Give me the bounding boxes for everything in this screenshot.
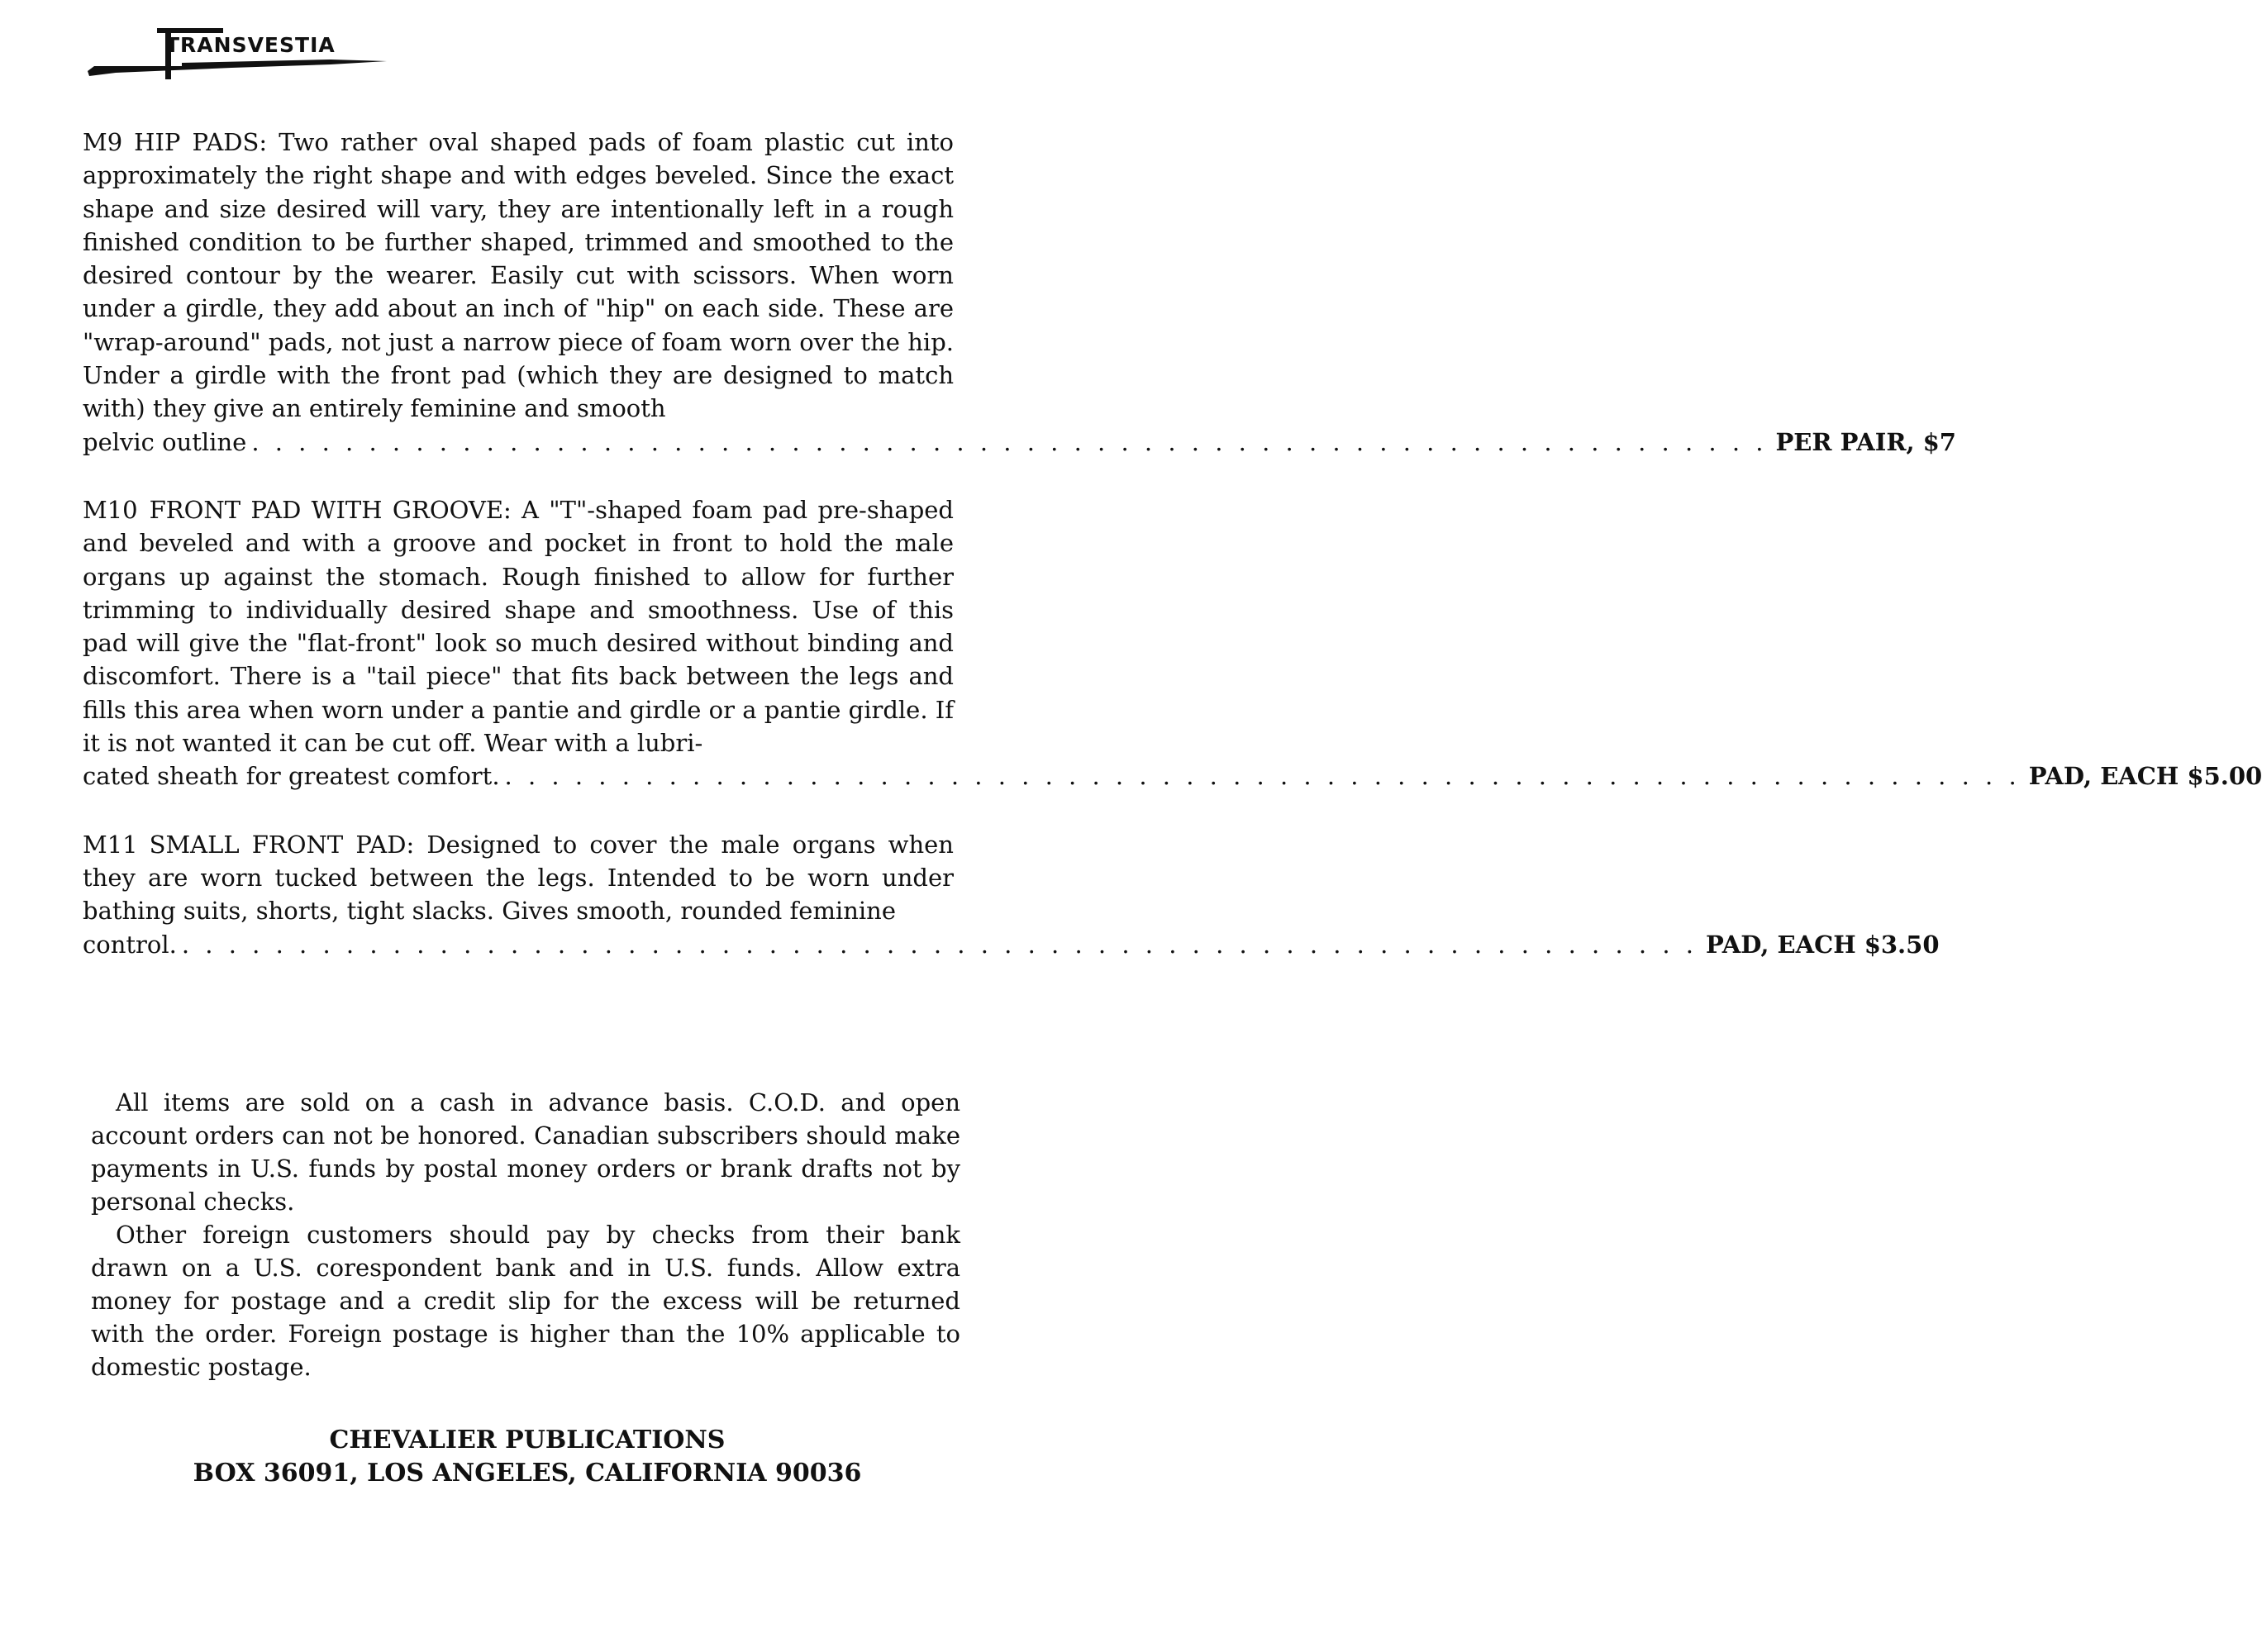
terms-paragraph: All items are sold on a cash in advance basis. C.O.D. and open account orders can not be honored. Canadian subscribers should make payments in U.S. funds by postal money orders or brank drafts not by personal checks. — [91, 1088, 960, 1216]
product-item-m10 — [83, 493, 2262, 793]
product-body: SMALL FRONT PAD: Designed to cover the male organs when they are worn tucked between the legs. Intended to be worn under bathing suits, shorts, tight slacks. Gives smooth, rounded feminine — [83, 830, 954, 926]
price-line — [83, 426, 1956, 459]
product-body: FRONT PAD WITH GROOVE: A "T"-shaped foam pad pre-shaped and beveled and with a groove and pocket in front to hold the male organs up against the stomach. Rough finished to allow for further trimming to individually desired shape and smoothness. Use of this pad will give the "flat-front" look so much desired without binding and discomfort. There is a "tail piece" that fits back between the legs and fills this area when worn under a pantie and girdle or a pantie girdle. If it is not wanted it can be cut off. Wear with a lubri- — [83, 495, 954, 758]
publisher-block — [0, 1424, 1055, 1490]
price-line — [83, 759, 2262, 793]
price-lead-text: control. — [83, 930, 177, 959]
product-list — [83, 126, 2262, 996]
product-code: M11 — [83, 830, 138, 859]
product-code: M9 — [83, 128, 123, 156]
product-item-m11 — [83, 828, 1940, 961]
product-description — [83, 493, 954, 759]
product-description — [83, 828, 954, 928]
terms-paragraph: Other foreign customers should pay by checks from their bank drawn on a U.S. corespondent bank and in U.S. funds. Allow extra money for postage and a credit slip for the excess will be returned with the order. Foreign postage is higher than the 10% applicable to domestic postage. — [91, 1221, 960, 1381]
price-lead-text: cated sheath for greatest comfort. — [83, 762, 500, 791]
leader-dots: . . . . . . . . . . . . . . . . . . . . . . . . . . . . . . . . . . . . . . . . . . . . . . . . . . . . . . . . . . . . . . . . . — [181, 930, 1698, 959]
price-lead-text: pelvic outline — [83, 427, 247, 456]
product-code: M10 — [83, 495, 138, 524]
order-terms — [91, 1086, 960, 1383]
leader-dots: . . . . . . . . . . . . . . . . . . . . . . . . . . . . . . . . . . . . . . . . . . . . . . . . . . . . . . . . . . . . . . . . . — [504, 762, 2021, 791]
product-price: PAD, EACH $5.00 — [2028, 762, 2262, 791]
product-price: PER PAIR, $7 — [1775, 427, 1956, 456]
product-price: PAD, EACH $3.50 — [1706, 930, 1940, 959]
product-item-m9 — [83, 126, 1956, 459]
publisher-address: BOX 36091, LOS ANGELES, CALIFORNIA 90036 — [193, 1459, 862, 1488]
publisher-name: CHEVALIER PUBLICATIONS — [329, 1426, 726, 1454]
product-body: HIP PADS: Two rather oval shaped pads of foam plastic cut into approximately the right shape and with edges beveled. Since the exact shape and size desired will vary, they are intentionally left in a rough finished condition to be further shaped, trimmed and smoothed to the desired contour by the wearer. Easily cut with scissors. When worn under a girdle, they add about an inch of "hip" on each side. These are "wrap-around" pads, not just a narrow piece of foam worn over the hip. Under a girdle with the front pad (which they are designed to match with) they give an entirely feminine and smooth — [83, 128, 954, 423]
price-line — [83, 928, 1940, 961]
masthead-logo — [83, 18, 397, 84]
masthead-title: TRANSVESTIA — [165, 33, 336, 57]
leader-dots: . . . . . . . . . . . . . . . . . . . . . . . . . . . . . . . . . . . . . . . . . . . . . . . . . . . . . . . . . . . . . . . . . — [251, 427, 1768, 456]
product-description — [83, 126, 954, 426]
